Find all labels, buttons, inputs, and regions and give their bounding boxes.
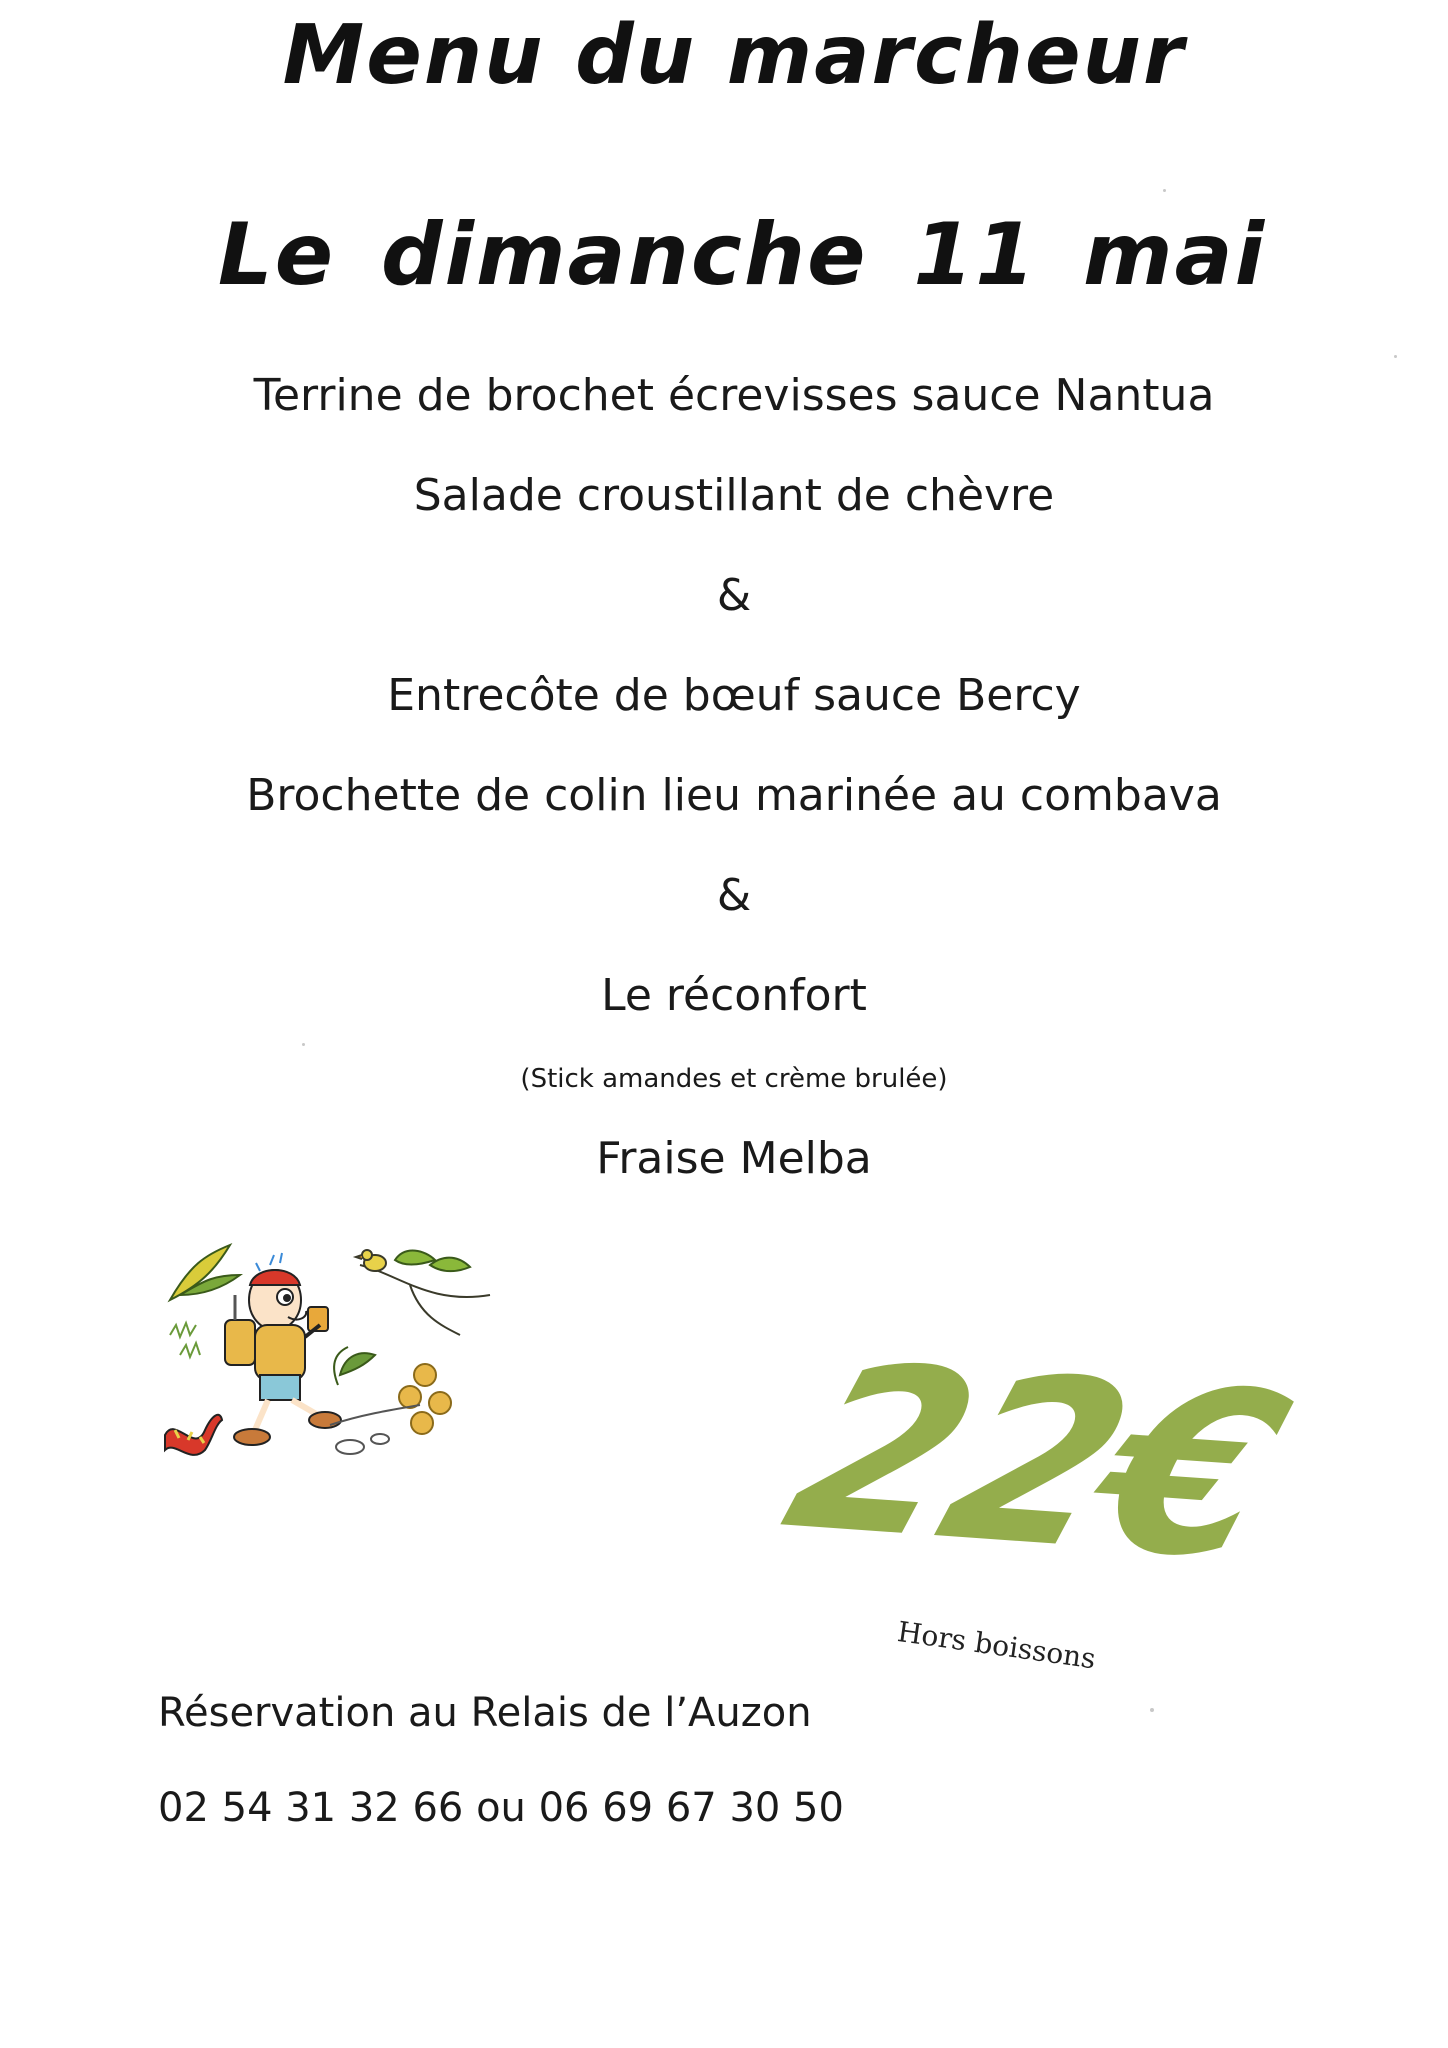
bird-icon [356, 1250, 386, 1271]
plant-icon [334, 1347, 375, 1385]
phone-numbers: 02 54 31 32 66 ou 06 69 67 30 50 [158, 1785, 844, 1831]
dish-brochette: Brochette de colin lieu marinée au combava [246, 770, 1222, 821]
fruit-icon [399, 1364, 451, 1434]
dish-entrecote: Entrecôte de bœuf sauce Bercy [387, 670, 1081, 721]
tree-leaf-icon [395, 1251, 470, 1272]
scan-speck [302, 1043, 305, 1046]
hiker-illustration [160, 1225, 510, 1465]
dish-reconfort: Le réconfort [601, 970, 867, 1021]
price-note: Hors boissons [895, 1615, 1098, 1676]
grass-icon [170, 1323, 200, 1357]
reservation-info: Réservation au Relais de l’Auzon [158, 1690, 812, 1736]
scan-speck [1163, 189, 1166, 192]
palm-leaf-icon [170, 1245, 240, 1300]
scan-speck [1394, 355, 1397, 358]
branch-icon [360, 1265, 490, 1335]
dish-salade: Salade croustillant de chèvre [413, 470, 1055, 521]
dish-fraise-melba: Fraise Melba [596, 1133, 872, 1184]
course-separator: & [716, 570, 752, 621]
dish-terrine: Terrine de brochet écrevisses sauce Nantua [253, 370, 1215, 421]
menu-title: Menu du marcheur [282, 8, 1186, 103]
scan-speck [1150, 1708, 1154, 1712]
price-tag: 22€ [761, 1316, 1308, 1611]
snake-icon [165, 1415, 222, 1455]
hiker-icon [225, 1253, 341, 1445]
event-date: Le dimanche 11 mai [217, 205, 1267, 305]
dish-reconfort-note: (Stick amandes et crème brulée) [520, 1064, 948, 1094]
rocks-icon [330, 1405, 420, 1454]
course-separator: & [716, 870, 752, 921]
